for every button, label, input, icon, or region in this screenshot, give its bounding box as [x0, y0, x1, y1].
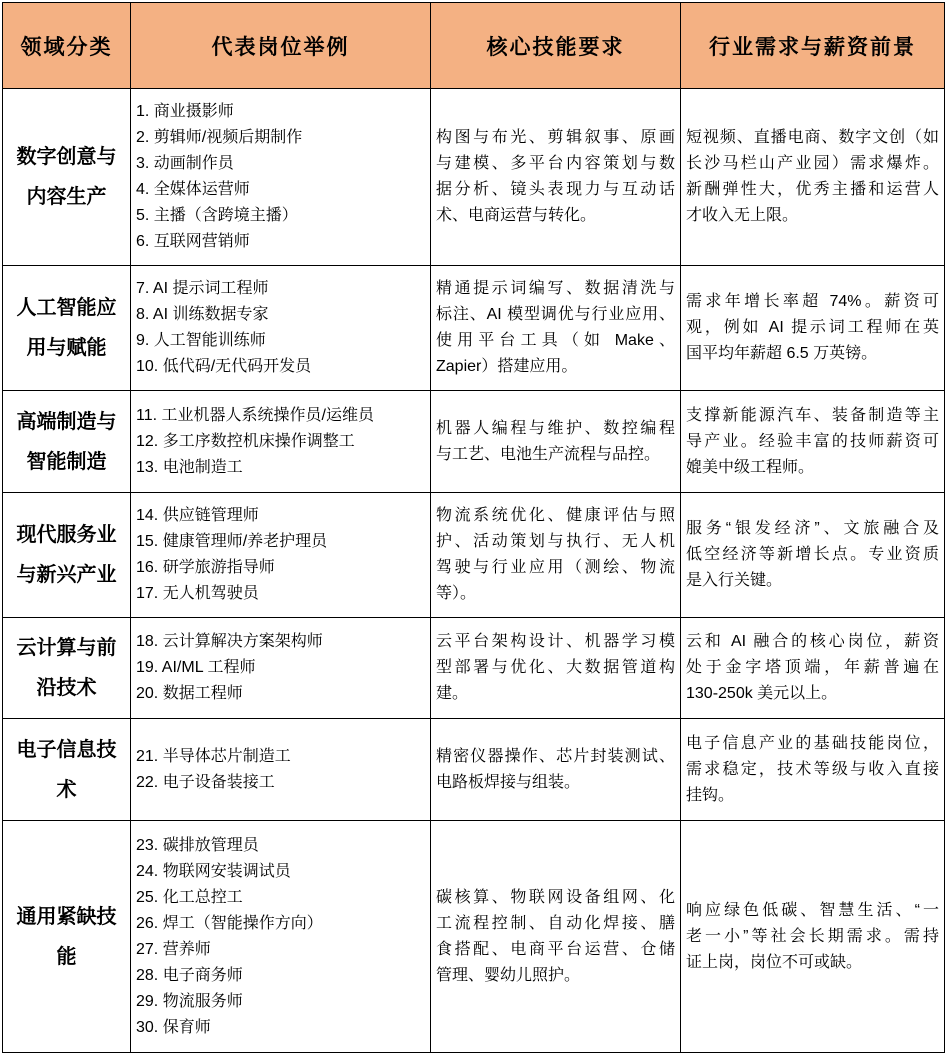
- skills-line: 建。: [436, 685, 469, 702]
- skills-line: 云平台架构设计、机器学习模: [436, 633, 675, 650]
- table-row: [3, 719, 945, 821]
- domain-label-line: 数字创意与: [16, 146, 117, 168]
- demand-line: 挂钩。: [686, 786, 735, 804]
- job-item: 25. 化工总控工: [136, 888, 243, 906]
- job-item: 2. 剪辑师/视频后期制作: [136, 129, 303, 146]
- job-item: 6. 互联网营销师: [136, 233, 250, 250]
- job-item: 15. 健康管理师/养老护理员: [136, 533, 328, 550]
- skills-line: 精密仪器操作、芯片封装测试、: [436, 747, 675, 765]
- demand-line: 支撑新能源汽车、装备制造等主: [686, 406, 939, 424]
- job-item: 30. 保育师: [136, 1018, 211, 1036]
- demand-line: 老一小”等社会长期需求。需持: [686, 927, 939, 945]
- jobs-cell: [131, 493, 431, 618]
- jobs-cell: [131, 391, 431, 493]
- demand-line: 需求稳定，技术等级与收入直接: [686, 760, 939, 778]
- demand-cell: [681, 266, 945, 391]
- skills-line: 食搭配、电商平台运营、仓储: [436, 940, 675, 958]
- demand-line: 电子信息产业的基础技能岗位，: [686, 734, 939, 752]
- domain-cell: [3, 618, 131, 719]
- table-row: [3, 266, 945, 391]
- skills-line: 驾驶与行业应用（测绘、物流: [436, 559, 675, 576]
- demand-line: 才收入无上限。: [686, 207, 799, 224]
- table-row: [3, 391, 945, 493]
- demand-cell: [681, 89, 945, 266]
- job-item: 18. 云计算解决方案架构师: [136, 633, 323, 650]
- table-header: [3, 3, 945, 89]
- demand-cell: [681, 618, 945, 719]
- demand-line: 服务“银发经济”、文旅融合及: [686, 520, 939, 537]
- job-item: 20. 数据工程师: [136, 685, 243, 702]
- job-item: 8. AI 训练数据专家: [136, 306, 269, 323]
- domain-cell: [3, 89, 131, 266]
- skills-line: Zapier）搭建应用。: [436, 358, 578, 375]
- skills-line: 精通提示词编写、数据清洗与: [436, 280, 675, 297]
- domain-cell: [3, 391, 131, 493]
- domain-label-line: 内容生产: [26, 186, 107, 208]
- header-row: [3, 3, 945, 89]
- jobs-cell: [131, 719, 431, 821]
- job-skills-table: [2, 2, 945, 1053]
- demand-line: 需求年增长率超 74%。薪资可: [686, 293, 939, 310]
- demand-line: 证上岗，岗位不可或缺。: [686, 953, 863, 971]
- skills-line: 物流系统优化、健康评估与照: [436, 507, 675, 524]
- demand-cell: [681, 719, 945, 821]
- demand-cell: [681, 391, 945, 493]
- table-row: [3, 493, 945, 618]
- skills-line: 机器人编程与维护、数控编程: [436, 419, 675, 437]
- skills-line: 与建模、多平台内容策划与数: [436, 155, 675, 172]
- table-row: [3, 618, 945, 719]
- skills-line: 构图与布光、剪辑叙事、原画: [436, 129, 675, 146]
- column-header-jobs: 代表岗位举例: [131, 3, 431, 89]
- skills-line: 与工艺、电池生产流程与品控。: [436, 445, 661, 463]
- demand-line: 长沙马栏山产业园）需求爆炸。: [686, 155, 939, 172]
- job-item: 7. AI 提示词工程师: [136, 280, 269, 297]
- skills-cell: [431, 618, 681, 719]
- demand-line: 低空经济等新增长点。专业资质: [686, 546, 939, 563]
- domain-label-line: 云计算与前: [16, 637, 117, 659]
- job-item: 26. 焊工（智能操作方向）: [136, 914, 323, 932]
- domain-label-line: 通用紧缺技: [16, 905, 117, 928]
- table-row: [3, 89, 945, 266]
- job-item: 24. 物联网安装调试员: [136, 862, 291, 880]
- jobs-cell: [131, 618, 431, 719]
- job-item: 10. 低代码/无代码开发员: [136, 358, 312, 375]
- demand-line: 处于金字塔顶端，年薪普遍在: [686, 659, 939, 676]
- skills-cell: [431, 89, 681, 266]
- domain-cell: [3, 493, 131, 618]
- job-item: 16. 研学旅游指导师: [136, 559, 275, 576]
- domain-label-line: 高端制造与: [16, 410, 117, 433]
- domain-label-line: 人工智能应: [16, 297, 117, 319]
- demand-line: 130-250k 美元以上。: [686, 685, 838, 702]
- table-body: [3, 89, 945, 1053]
- job-item: 5. 主播（含跨境主播）: [136, 207, 298, 224]
- skills-line: 术、电商运营与转化。: [436, 207, 597, 224]
- job-item: 1. 商业摄影师: [136, 103, 234, 120]
- job-item: 13. 电池制造工: [136, 458, 243, 476]
- job-item: 3. 动画制作员: [136, 155, 234, 172]
- skills-cell: [431, 391, 681, 493]
- job-item: 12. 多工序数控机床操作调整工: [136, 432, 355, 450]
- job-item: 27. 营养师: [136, 940, 211, 958]
- jobs-cell: [131, 821, 431, 1053]
- demand-line: 媲美中级工程师。: [686, 458, 815, 476]
- skills-cell: [431, 266, 681, 391]
- job-item: 22. 电子设备装接工: [136, 773, 275, 791]
- domain-label-line: 智能制造: [26, 450, 107, 473]
- demand-line: 观，例如 AI 提示词工程师在英: [686, 319, 939, 336]
- skills-line: 工流程控制、自动化焊接、膳: [436, 914, 675, 932]
- domain-cell: [3, 821, 131, 1053]
- demand-line: 是入行关键。: [686, 572, 783, 589]
- jobs-cell: [131, 266, 431, 391]
- skills-line: 护、活动策划与执行、无人机: [436, 533, 675, 550]
- demand-line: 导产业。经验丰富的技师薪资可: [686, 432, 939, 450]
- demand-line: 国平均年薪超 6.5 万英镑。: [686, 345, 878, 362]
- domain-label-line: 能: [56, 945, 77, 968]
- skills-line: 型部署与优化、大数据管道构: [436, 659, 675, 676]
- domain-label-line: 电子信息技: [16, 738, 117, 761]
- skills-line: 标注、AI 模型调优与行业应用、: [436, 306, 675, 323]
- domain-label-line: 现代服务业: [16, 524, 117, 546]
- demand-cell: [681, 493, 945, 618]
- job-item: 29. 物流服务师: [136, 992, 243, 1010]
- domain-label-line: 术: [56, 778, 77, 801]
- job-item: 14. 供应链管理师: [136, 507, 259, 524]
- demand-line: 新酬弹性大，优秀主播和运营人: [686, 181, 939, 198]
- job-item: 9. 人工智能训练师: [136, 332, 266, 349]
- demand-line: 响应绿色低碳、智慧生活、“一: [686, 901, 939, 919]
- demand-cell: [681, 821, 945, 1053]
- column-header-domain: 领域分类: [3, 3, 131, 89]
- skills-line: 碳核算、物联网设备组网、化: [436, 888, 675, 906]
- job-item: 21. 半导体芯片制造工: [136, 747, 291, 765]
- demand-line: 云和 AI 融合的核心岗位，薪资: [686, 633, 939, 650]
- skills-cell: [431, 821, 681, 1053]
- skills-cell: [431, 719, 681, 821]
- domain-cell: [3, 719, 131, 821]
- job-item: 23. 碳排放管理员: [136, 836, 259, 854]
- domain-label-line: 沿技术: [36, 677, 97, 699]
- job-item: 28. 电子商务师: [136, 966, 243, 984]
- skills-line: 等）。: [436, 585, 477, 602]
- column-header-skills: 核心技能要求: [431, 3, 681, 89]
- column-header-demand: 行业需求与薪资前景: [681, 3, 945, 89]
- demand-line: 短视频、直播电商、数字文创（如: [686, 129, 939, 146]
- table-row: [3, 821, 945, 1053]
- skills-line: 电路板焊接与组装。: [436, 773, 581, 791]
- job-item: 4. 全媒体运营师: [136, 181, 250, 198]
- domain-label-line: 与新兴产业: [16, 564, 117, 586]
- jobs-cell: [131, 89, 431, 266]
- job-item: 11. 工业机器人系统操作员/运维员: [136, 406, 374, 424]
- skills-cell: [431, 493, 681, 618]
- skills-line: 使用平台工具（如 Make、: [436, 332, 675, 349]
- job-item: 17. 无人机驾驶员: [136, 585, 259, 602]
- skills-line: 管理、婴幼儿照护。: [436, 966, 581, 984]
- skills-line: 据分析、镜头表现力与互动话: [436, 181, 675, 198]
- domain-cell: [3, 266, 131, 391]
- job-item: 19. AI/ML 工程师: [136, 659, 256, 676]
- domain-label-line: 用与赋能: [26, 337, 107, 359]
